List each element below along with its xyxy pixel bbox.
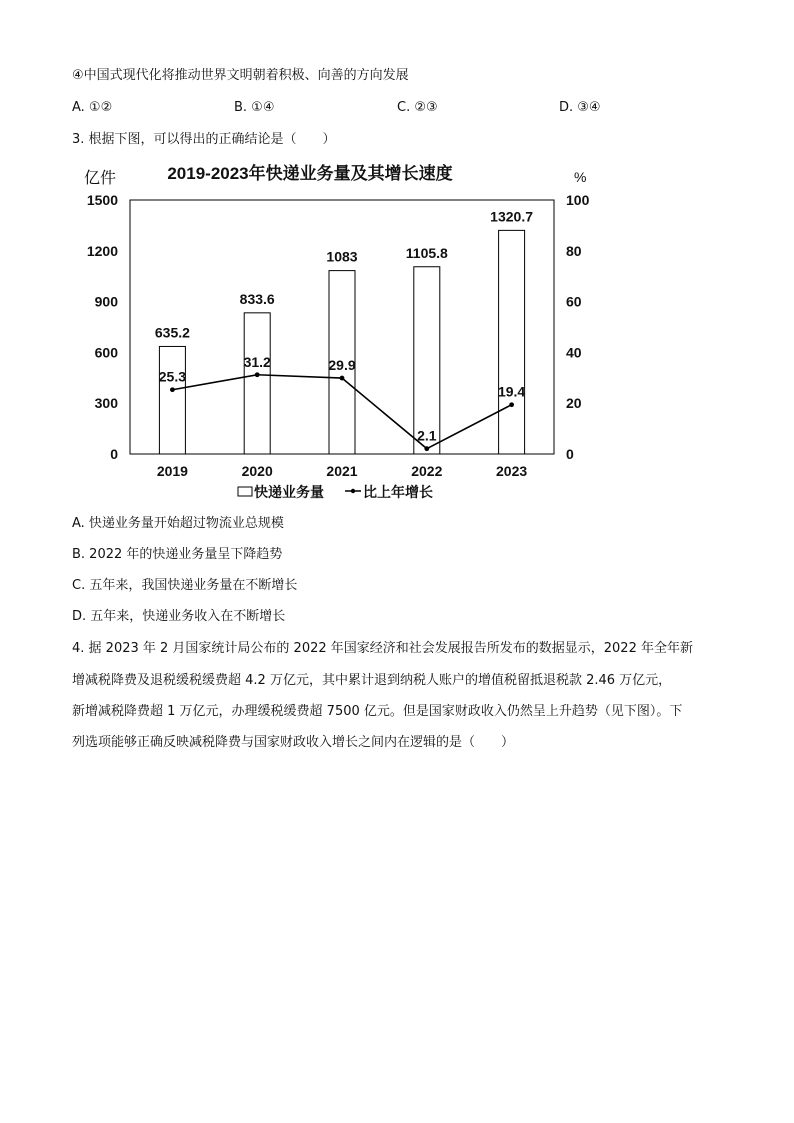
q3-option-c[interactable]: C. 五年来，我国快递业务量在不断增长: [72, 578, 298, 593]
growth-point: [509, 402, 514, 407]
q4-line-4: 列选项能够正确反映减税降费与国家财政收入增长之间内在逻辑的是（ ）: [72, 735, 515, 750]
right-tick-label: 0: [566, 446, 574, 462]
right-tick-label: 40: [566, 344, 582, 361]
growth-point-label: 25.3: [158, 368, 187, 385]
volume-bar-label: 1105.8: [405, 244, 448, 261]
left-tick-label: 600: [94, 344, 118, 361]
right-tick-label: 80: [566, 242, 582, 259]
growth-point: [170, 387, 175, 392]
growth-point: [255, 372, 260, 377]
volume-bar-label: 833.6: [239, 290, 275, 307]
left-tick-label: 300: [94, 395, 118, 412]
q2-option-b[interactable]: B. ①④: [234, 100, 275, 115]
x-tick-label: 2021: [326, 463, 358, 479]
volume-bar: [414, 267, 440, 454]
q4-line-3: 新增减税降费超 1 万亿元，办理缓税缓费超 7500 亿元。但是国家财政收入仍然呈上升趋势（见下图）。下: [72, 704, 683, 719]
q2-statement-4: ④中国式现代化将推动世界文明朝着积极、向善的方向发展: [72, 68, 409, 83]
q2-option-a[interactable]: A. ①②: [72, 100, 113, 115]
legend-bar-swatch: [238, 487, 252, 496]
legend-line-marker: [351, 489, 355, 493]
growth-point-label: 19.4: [497, 383, 526, 400]
q3-option-a[interactable]: A. 快递业务量开始超过物流业总规模: [72, 516, 284, 531]
growth-point: [340, 376, 345, 381]
express-volume-chart: [70, 158, 610, 508]
q3-option-d[interactable]: D. 五年来，快递业务收入在不断增长: [72, 609, 286, 624]
volume-bar: [159, 346, 185, 454]
legend-bar-label: 快递业务量: [254, 484, 324, 500]
left-tick-label: 0: [110, 446, 118, 462]
growth-point-label: 31.2: [243, 353, 271, 370]
growth-point: [424, 446, 429, 451]
q3-stem: 3. 根据下图，可以得出的正确结论是（ ）: [72, 132, 336, 147]
chart-legend: [238, 484, 433, 500]
right-axis-unit: %: [574, 169, 587, 185]
q3-option-b[interactable]: B. 2022 年的快递业务量呈下降趋势: [72, 547, 283, 562]
x-tick-label: 2020: [241, 463, 273, 479]
left-tick-label: 900: [94, 293, 118, 310]
volume-bar: [499, 230, 525, 454]
right-tick-label: 20: [566, 395, 582, 412]
x-tick-label: 2022: [411, 463, 443, 479]
growth-point-label: 2.1: [417, 427, 437, 444]
q4-line-1: 4. 据 2023 年 2 月国家统计局公布的 2022 年国家经济和社会发展报告所发布的数据显示，2022 年全年新: [72, 641, 693, 656]
right-tick-label: 60: [566, 293, 582, 310]
volume-bar-label: 1320.7: [490, 208, 534, 225]
q2-option-c[interactable]: C. ②③: [397, 100, 438, 115]
x-tick-label: 2019: [156, 463, 188, 479]
volume-bar-label: 1083: [326, 248, 358, 265]
x-tick-label: 2023: [496, 463, 528, 479]
growth-point-label: 29.9: [328, 357, 356, 374]
left-axis-unit: 亿件: [84, 170, 117, 187]
legend-line-label: 比上年增长: [363, 484, 433, 500]
volume-bar-label: 635.2: [154, 324, 190, 341]
chart-title: 2019-2023年快递业务量及其增长速度: [167, 164, 453, 183]
q2-option-d[interactable]: D. ③④: [559, 100, 601, 115]
volume-bar: [244, 313, 270, 454]
left-tick-label: 1200: [86, 242, 118, 259]
right-tick-label: 100: [566, 192, 590, 208]
left-tick-label: 1500: [86, 192, 118, 208]
q4-line-2: 增减税降费及退税缓税缓费超 4.2 万亿元，其中累计退到纳税人账户的增值税留抵退税款 2.46 万亿元，: [72, 673, 672, 688]
